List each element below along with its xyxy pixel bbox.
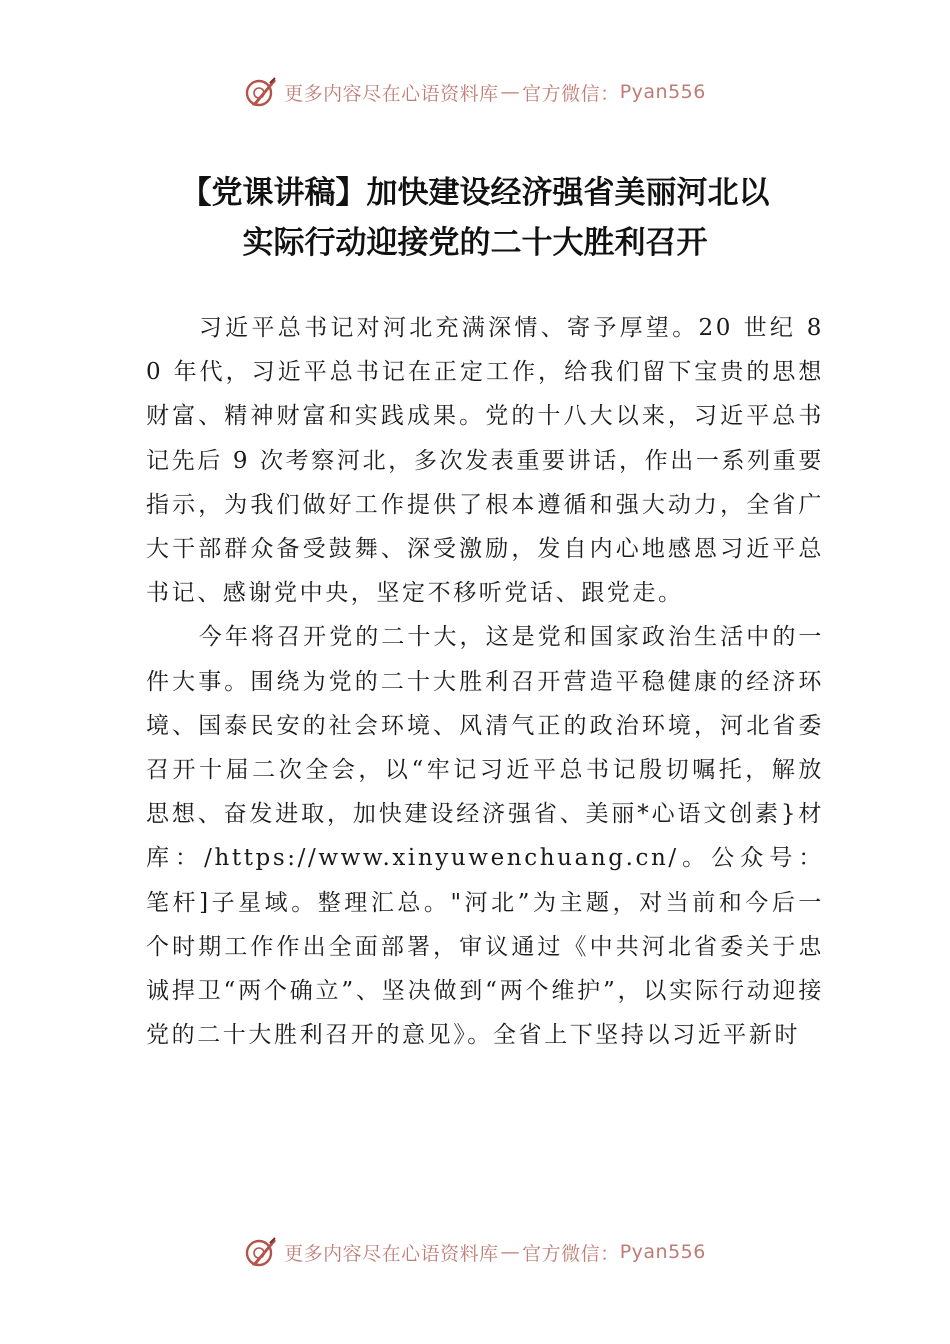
banner-wechat-label: 官方微信：	[522, 1242, 620, 1265]
pen-logo-icon	[244, 1235, 278, 1269]
banner-wechat-label: 官方微信：	[522, 82, 620, 105]
banner-wechat-handle: Pyan556	[619, 81, 706, 103]
title-line-2: 实际行动迎接党的二十大胜利召开	[242, 225, 708, 261]
banner-text: 更多内容尽在心语资料库	[284, 1242, 499, 1265]
paragraph-1: 习近平总书记对河北充满深情、寄予厚望。20 世纪 80 年代，习近平总书记在正定工作，给我们留下宝贵的思想财富、精神财富和实践成果。党的十八大以来，习近平总书记先后 9 次考察河北，多次发表重要讲话，作出一系列重要指示，为我们做好工作提供了根本遵循和强大动力，全省广大干部群众备受鼓舞、深受激励，发自内心地感恩习近平总书记、感谢党中央，坚定不移听党话、跟党走。	[146, 315, 824, 607]
banner-dash: —	[500, 81, 521, 103]
banner-text: 更多内容尽在心语资料库	[284, 82, 499, 105]
footer-watermark-banner	[0, 1232, 950, 1272]
title-line-1: 【党课讲稿】加快建设经济强省美丽河北以	[180, 175, 770, 211]
paragraph-2: 今年将召开党的二十大，这是党和国家政治生活中的一件大事。围绕为党的二十大胜利召开营造平稳健康的经济环境、国泰民安的社会环境、风清气正的政治环境，河北省委召开十届二次全会，以“牢记习近平总书记殷切嘱托，解放思想、奋发进取，加快建设经济强省、美丽*心语文创素}材库：/https://www.xinyuwenchuang.cn/。公众号：笔杆]子星域。整理汇总。"河北”为主题，对当前和今后一个时期工作作出全面部署，审议通过《中共河北省委关于忠诚捍卫“两个确立”、坚决做到“两个维护”，以实际行动迎接党的二十大胜利召开的意见》。全省上下坚持以习近平新时	[146, 624, 824, 1049]
pen-logo-icon	[244, 75, 278, 109]
banner-wechat-handle: Pyan556	[619, 1241, 706, 1263]
banner-dash: —	[500, 1241, 521, 1263]
page-title	[100, 168, 850, 268]
header-watermark-banner	[0, 72, 950, 112]
article-body	[146, 306, 824, 1057]
